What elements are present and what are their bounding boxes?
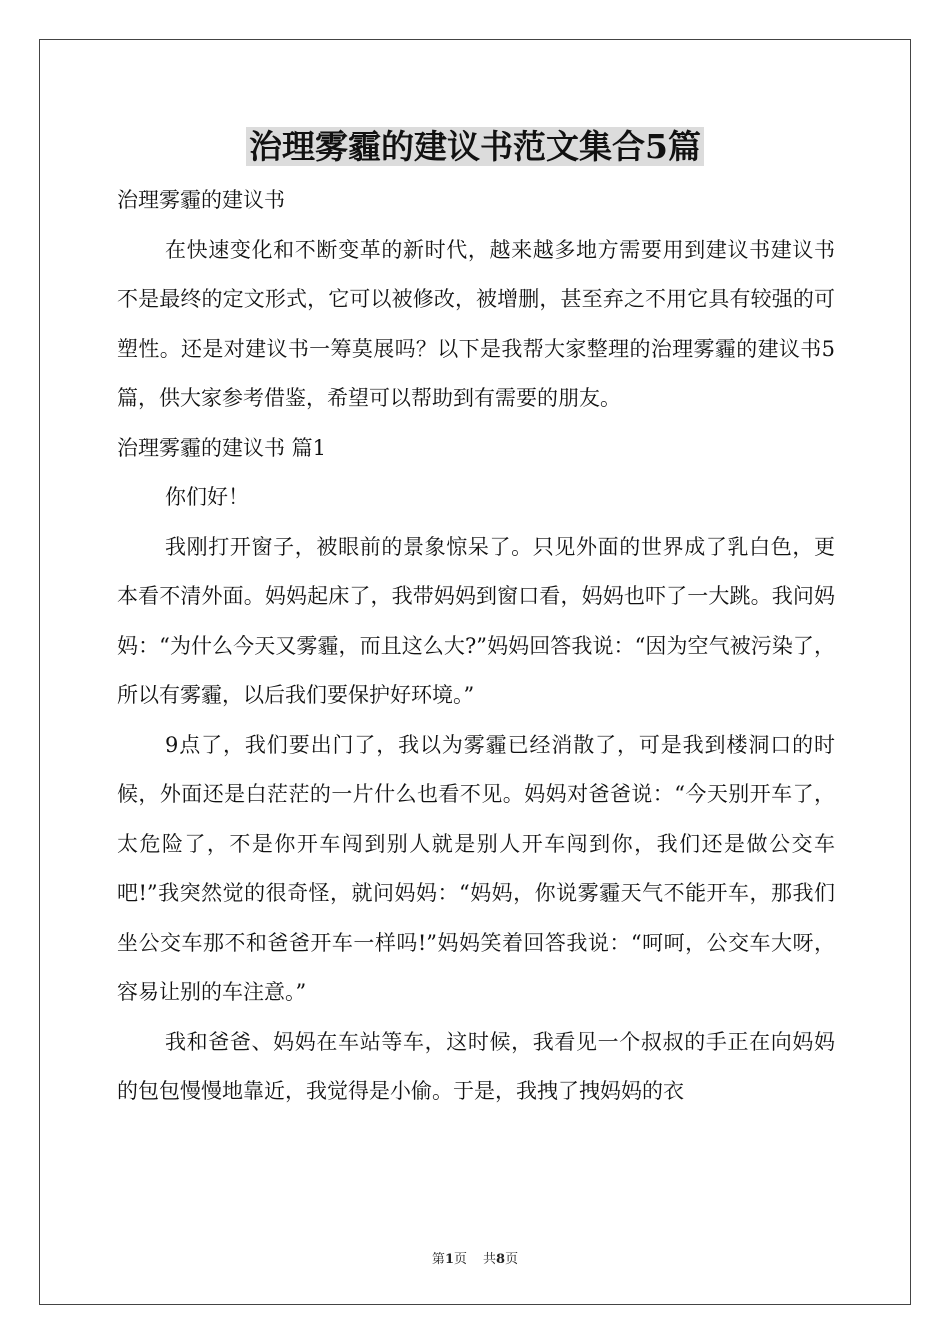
page-label-suffix: 页 (453, 1252, 467, 1267)
document-title (0, 124, 950, 170)
total-suffix: 页 (505, 1252, 519, 1267)
document-body (117, 176, 835, 1117)
body-paragraph: 9点了，我们要出门了，我以为雾霾已经消散了，可是我到楼洞口的时候，外面还是白茫茫的一片什么也看不见。妈妈对爸爸说：“今天别开车了，太危险了，不是你开车闯到别人就是别人开车闯到你，我们还是做公交车吧!”我突然觉的很奇怪，就问妈妈：“妈妈，你说雾霾天气不能开车，那我们坐公交车那不和爸爸开车一样吗!”妈妈笑着回答我说：“呵呵，公交车大呀，容易让别的车注意。” (117, 732, 835, 1004)
page-footer (0, 1248, 950, 1267)
body-paragraph: 我和爸爸、妈妈在车站等车，这时候，我看见一个叔叔的手正在向妈妈的包包慢慢地靠近，我觉得是小偷。于是，我拽了拽妈妈的衣 (117, 1029, 835, 1103)
title-text: 治理雾霾的建议书范文集合5篇 (246, 127, 704, 166)
intro-paragraph: 在快速变化和不断变革的新时代，越来越多地方需要用到建议书建议书不是最终的定文形式，它可以被修改，被增删，甚至弃之不用它具有较强的可塑性。还是对建议书一筹莫展吗？以下是我帮大家整理的治理雾霾的建议书5篇，供大家参考借鉴，希望可以帮助到有需要的朋友。 (117, 237, 835, 410)
section-heading: 治理雾霾的建议书 (117, 188, 285, 212)
total-prefix: 共 (483, 1252, 497, 1267)
body-paragraph: 我刚打开窗子，被眼前的景象惊呆了。只见外面的世界成了乳白色，更本看不清外面。妈妈起床了，我带妈妈到窗口看，妈妈也吓了一大跳。我问妈妈：“为什么今天又雾霾，而且这么大?”妈妈回答我说：“因为空气被污染了，所以有雾霾，以后我们要保护好环境。” (117, 534, 835, 707)
page-number: 1 (444, 1252, 454, 1267)
total-pages: 8 (496, 1252, 506, 1267)
section-heading: 治理雾霾的建议书 篇1 (117, 435, 327, 460)
page-label-prefix: 第 (431, 1252, 445, 1267)
greeting-paragraph: 你们好！ (165, 485, 249, 509)
